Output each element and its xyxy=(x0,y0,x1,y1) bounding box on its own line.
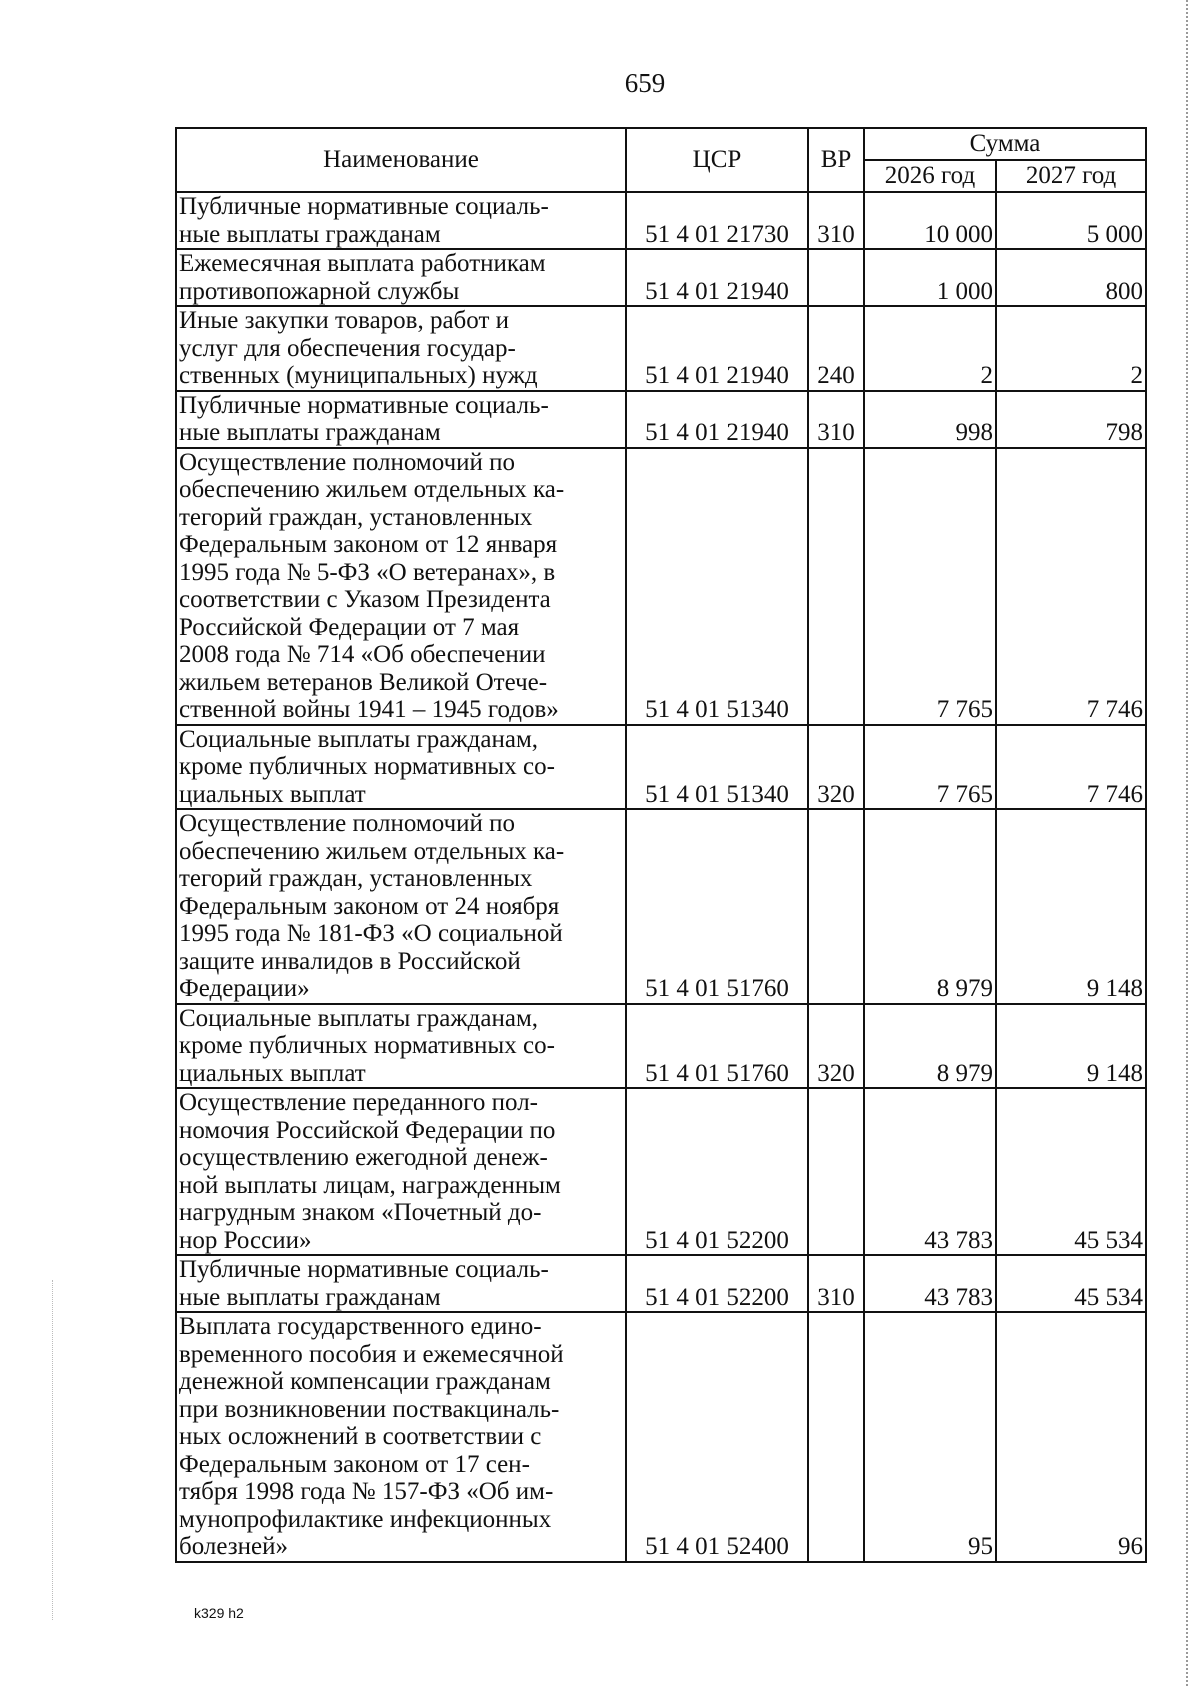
page-number: 659 xyxy=(624,68,666,98)
scan-edge-left xyxy=(52,1280,54,1620)
row-amount-2027: 798 xyxy=(996,391,1146,448)
table-row xyxy=(176,306,1146,391)
row-amount-2027: 7 746 xyxy=(996,725,1146,810)
row-vr: 320 xyxy=(808,725,864,810)
row-csr: 51 4 01 52200 xyxy=(626,1255,808,1312)
row-amount-2027: 9 148 xyxy=(996,809,1146,1004)
row-csr: 51 4 01 21940 xyxy=(626,249,808,306)
row-amount-2027: 45 534 xyxy=(996,1255,1146,1312)
scan-edge-right xyxy=(1184,0,1188,1686)
header-year-2026: 2026 год xyxy=(864,160,996,192)
row-name: Публичные нормативные социаль- ные выплаты гражданам xyxy=(176,391,626,448)
row-csr: 51 4 01 51340 xyxy=(626,448,808,725)
row-vr: 240 xyxy=(808,306,864,391)
row-amount-2026: 95 xyxy=(864,1312,996,1562)
row-amount-2026: 998 xyxy=(864,391,996,448)
row-vr xyxy=(808,809,864,1004)
row-amount-2026: 8 979 xyxy=(864,1004,996,1089)
row-vr: 310 xyxy=(808,192,864,249)
row-amount-2026: 8 979 xyxy=(864,809,996,1004)
table-row xyxy=(176,1255,1146,1312)
table-row xyxy=(176,1088,1146,1255)
table-header xyxy=(176,128,1146,192)
table-row xyxy=(176,391,1146,448)
row-csr: 51 4 01 51760 xyxy=(626,809,808,1004)
row-vr: 310 xyxy=(808,391,864,448)
row-amount-2027: 800 xyxy=(996,249,1146,306)
row-amount-2027: 96 xyxy=(996,1312,1146,1562)
row-csr: 51 4 01 52400 xyxy=(626,1312,808,1562)
header-sum: Сумма xyxy=(864,128,1146,160)
row-amount-2027: 9 148 xyxy=(996,1004,1146,1089)
row-amount-2027: 2 xyxy=(996,306,1146,391)
row-name: Социальные выплаты гражданам, кроме публичных нормативных со- циальных выплат xyxy=(176,725,626,810)
row-vr: 310 xyxy=(808,1255,864,1312)
row-amount-2027: 5 000 xyxy=(996,192,1146,249)
row-csr: 51 4 01 21730 xyxy=(626,192,808,249)
header-vr: ВР xyxy=(808,128,864,192)
table-body xyxy=(176,192,1146,1562)
row-amount-2026: 43 783 xyxy=(864,1255,996,1312)
row-vr xyxy=(808,1088,864,1255)
row-name: Иные закупки товаров, работ и услуг для обеспечения государ- ственных (муниципальных) нужд xyxy=(176,306,626,391)
row-amount-2026: 1 000 xyxy=(864,249,996,306)
table-row xyxy=(176,192,1146,249)
row-amount-2026: 10 000 xyxy=(864,192,996,249)
row-csr: 51 4 01 52200 xyxy=(626,1088,808,1255)
budget-table xyxy=(175,127,1147,1563)
row-amount-2027: 45 534 xyxy=(996,1088,1146,1255)
header-year-2027: 2027 год xyxy=(996,160,1146,192)
table-row xyxy=(176,725,1146,810)
row-amount-2026: 43 783 xyxy=(864,1088,996,1255)
table-row xyxy=(176,1004,1146,1089)
row-csr: 51 4 01 51760 xyxy=(626,1004,808,1089)
footer-document-code: k329 h2 xyxy=(194,1605,244,1621)
table-row xyxy=(176,809,1146,1004)
row-csr: 51 4 01 21940 xyxy=(626,306,808,391)
row-amount-2026: 7 765 xyxy=(864,725,996,810)
row-amount-2026: 2 xyxy=(864,306,996,391)
row-name: Социальные выплаты гражданам, кроме публичных нормативных со- циальных выплат xyxy=(176,1004,626,1089)
header-csr: ЦСР xyxy=(626,128,808,192)
row-amount-2026: 7 765 xyxy=(864,448,996,725)
row-vr xyxy=(808,1312,864,1562)
header-name: Наименование xyxy=(176,128,626,192)
row-vr xyxy=(808,249,864,306)
row-name: Публичные нормативные социаль- ные выплаты гражданам xyxy=(176,192,626,249)
row-vr: 320 xyxy=(808,1004,864,1089)
row-vr xyxy=(808,448,864,725)
row-csr: 51 4 01 51340 xyxy=(626,725,808,810)
row-name: Ежемесячная выплата работникам противопожарной службы xyxy=(176,249,626,306)
table-row xyxy=(176,249,1146,306)
row-name: Публичные нормативные социаль- ные выплаты гражданам xyxy=(176,1255,626,1312)
table-row xyxy=(176,448,1146,725)
table-row xyxy=(176,1312,1146,1562)
row-name: Выплата государственного едино- временного пособия и ежемесячной денежной компенсации гражданам при возникновении поствакциналь- ных осложнений в соответствии с Федеральным законом от 17 сен- тября 1998 года № 157-ФЗ «Об им- мунопрофилактике инфекционных болезней» xyxy=(176,1312,626,1562)
row-name: Осуществление переданного пол- номочия Российской Федерации по осуществлению ежегодной денеж- ной выплаты лицам, награжденным нагрудным знаком «Почетный до- нор России» xyxy=(176,1088,626,1255)
row-name: Осуществление полномочий по обеспечению жильем отдельных ка- тегорий граждан, установленных Федеральным законом от 24 ноября 1995 года № 181-ФЗ «О социальной защите инвалидов в Российской Федерации» xyxy=(176,809,626,1004)
row-name: Осуществление полномочий по обеспечению жильем отдельных ка- тегорий граждан, установленных Федеральным законом от 12 января 1995 года № 5-ФЗ «О ветеранах», в соответствии с Указом Президента Российской Федерации от 7 мая 2008 года № 714 «Об обеспечении жильем ветеранов Великой Отече- ственной войны 1941 – 1945 годов» xyxy=(176,448,626,725)
row-csr: 51 4 01 21940 xyxy=(626,391,808,448)
row-amount-2027: 7 746 xyxy=(996,448,1146,725)
